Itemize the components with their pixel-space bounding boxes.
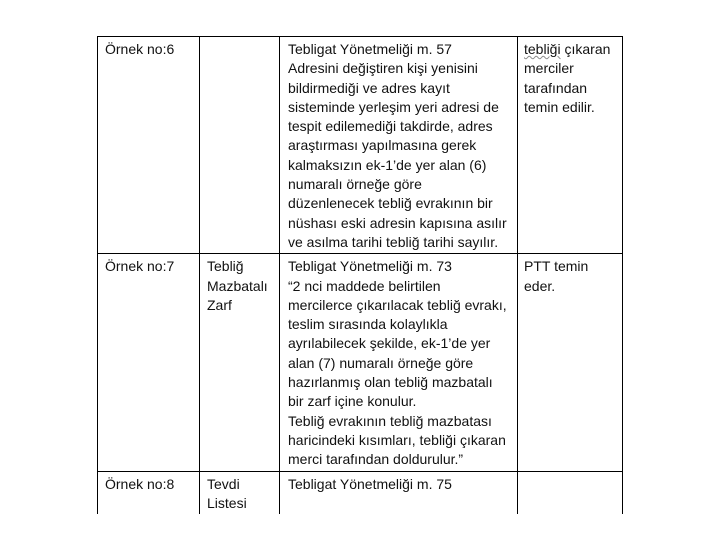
document-name: Tevdi Listesi [207,475,247,511]
regulation-cell [280,254,518,471]
regulation-cell [280,471,518,514]
example-cell [98,37,200,254]
regulation-text: Tebligat Yönetmeliği m. 75 [288,475,452,492]
regulation-text: Tebligat Yönetmeliği m. 73 “2 nci maddede belirtilen mercilerce çıkarılacak tebliğ evrakı, teslim sırasında kolaylıkla ayrılabilecek şekilde, ek-1’de yer alan (7) numaralı örneğe göre hazırlanmış olan tebliğ mazbatalı bir zarf içine konulur. Tebliğ evrakının tebliğ mazbatası haricindeki kısımları, tebliği çıkaran merci tarafından doldurulur.” [288,258,507,468]
supplier-text: PTT temin eder. [524,258,589,294]
document-cell [200,471,280,514]
regulation-cell [280,37,518,254]
example-label: Örnek no:7 [105,258,175,275]
table-row [98,254,623,471]
supplier-cell [518,37,623,254]
document-table [97,36,623,514]
table-row [98,37,623,254]
document-cell [200,254,280,471]
document-cell [200,37,280,254]
supplier-text: çıkaran merciler tarafından temin edilir. [524,41,611,115]
supplier-cell [518,254,623,471]
example-label: Örnek no:6 [105,41,175,57]
supplier-cell [518,471,623,514]
regulation-text: Tebligat Yönetmeliği m. 57 Adresini değiştiren kişi yenisini bildirmediği ve adres kayıt sisteminde yerleşim yeri adresi de tespit edilemediği takdirde, adres araştırması yapılmasına gerek kalmaksızın ek-1’de yer alan (6) numaralı örneğe göre düzenlenecek tebliğ evrakının bir nüshası eski adresin kapısına asılır ve asılma tarihi tebliğ tarihi sayılır. [288,41,507,250]
example-cell [98,471,200,514]
example-cell [98,254,200,471]
spellcheck-word: tebliği [524,41,561,57]
table-row [98,471,623,514]
example-label: Örnek no:8 [105,475,175,492]
document-name: Tebliğ Mazbatalı Zarf [207,258,268,313]
